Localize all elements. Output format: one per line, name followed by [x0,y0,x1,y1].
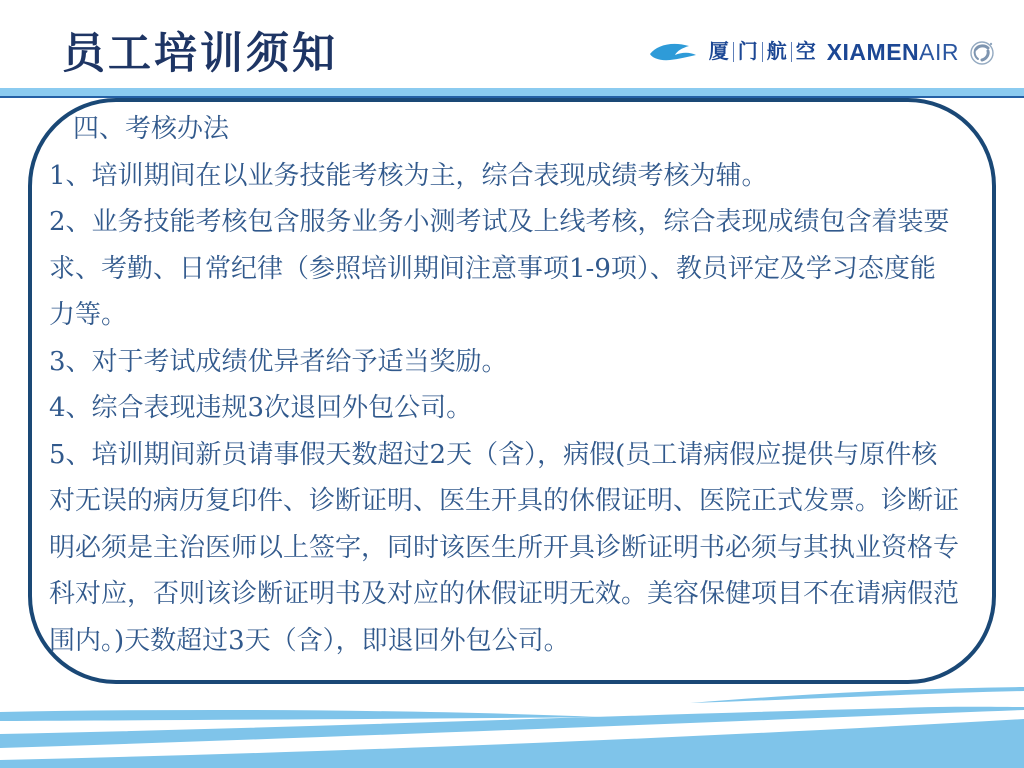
body-line: 力等。 [49,300,128,330]
body-line: 3、对于考试成绩优异者给予适当奖励。 [49,346,508,377]
body-line: 1、培训期间在以业务技能考核为主，综合表现成绩考核为辅。 [49,160,768,191]
content-box-text [49,106,960,664]
page-title: 员工培训须知 [62,30,338,78]
logo-en-text [826,38,959,65]
body-line: 明必须是主治医师以上签字，同时该医生所开具诊断证明书必须与其执业资格专 [49,532,960,563]
body-line: 2、业务技能考核包含服务业务小测考试及上线考核，综合表现成绩包含着装要 [49,207,950,237]
xiamenair-bird-icon [648,40,698,64]
body-line: 求、考勤、日常纪律（参照培训期间注意事项1-9项）、教员评定及学习态度能 [49,253,936,284]
logo-cn-text [705,42,820,62]
logo-cn-char: 空 [791,42,820,62]
body-line: 5、培训期间新员请事假天数超过2天（含），病假(员工请病假应提供与原件核 [49,439,938,470]
body-line: 4、综合表现违规3次退回外包公司。 [49,393,473,423]
content-box [28,98,996,684]
body-line: 对无误的病历复印件、诊断证明、医生开具的休假证明、医院正式发票。诊断证 [49,486,960,516]
logo-cn-char: 厦 [708,41,729,63]
section-heading: 四、考核办法 [73,114,230,144]
header-divider-band [0,88,1024,98]
xiamenair-logo [648,36,998,68]
logo-cn-char: 航 [762,42,791,62]
body-line: 科对应，否则该诊断证明书及对应的休假证明无效。美容保健项目不在请病假范 [49,579,960,609]
body-line: 围内。)天数超过3天（含），即退回外包公司。 [49,625,570,656]
logo-en-bold: XIAMEN [826,38,920,65]
skyteam-logo [966,36,998,68]
logo-en-light: AIR [919,38,959,65]
bottom-waves-decoration [0,683,1024,768]
logo-cn-char: 门 [733,42,762,62]
